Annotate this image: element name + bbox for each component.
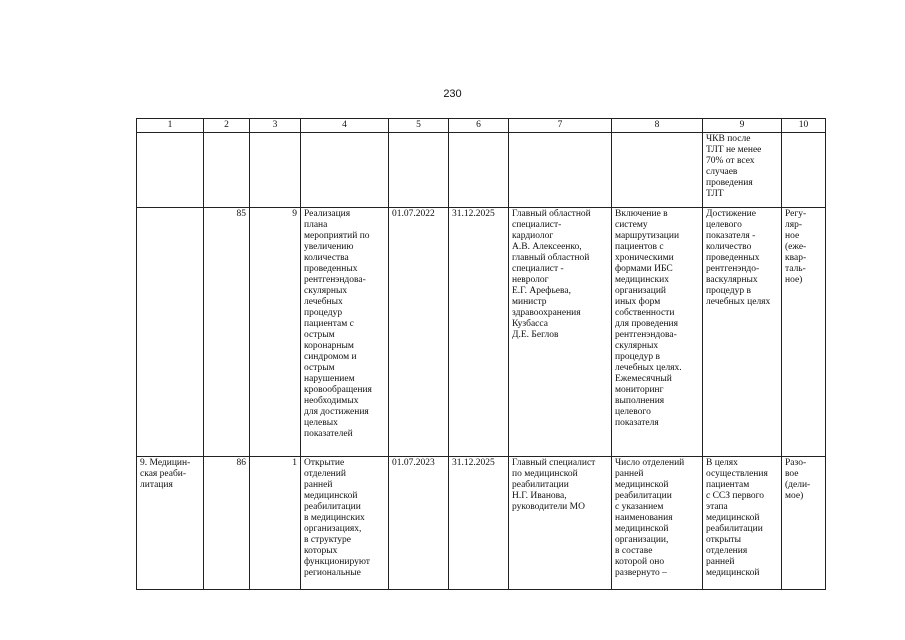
cell-number xyxy=(204,133,250,208)
cell-end-date: 31.12.2025 xyxy=(449,208,509,457)
cell-result: ЧКВ после ТЛТ не менее 70% от всех случаев проведения ТЛТ xyxy=(703,133,782,208)
cell-subnumber: 9 xyxy=(250,208,301,457)
cell-end-date: 31.12.2025 xyxy=(449,457,509,590)
col-header-5: 5 xyxy=(389,119,449,133)
col-header-2: 2 xyxy=(204,119,250,133)
cell-section xyxy=(137,133,204,208)
col-header-6: 6 xyxy=(449,119,509,133)
cell-start-date xyxy=(389,133,449,208)
cell-responsible: Главный специалист по медицинской реабилитации Н.Г. Иванова, руководители МО xyxy=(509,457,612,590)
cell-regularity xyxy=(782,133,826,208)
cell-measure xyxy=(301,133,389,208)
col-header-7: 7 xyxy=(509,119,612,133)
cell-result: В целях осуществления пациентам с ССЗ первого этапа медицинской реабилитации открыты отделения ранней медицинской xyxy=(703,457,782,590)
cell-number: 86 xyxy=(204,457,250,590)
cell-characteristic: Число отделений ранней медицинской реабилитации с указанием наименования медицинской организации, в составе которой оно развернуто – xyxy=(612,457,703,590)
cell-responsible: Главный областной специалист- кардиолог А.В. Алексеенко, главный областной специалист - невролог Е.Г. Арефьева, министр здравоохранения Кузбасса Д.Е. Беглов xyxy=(509,208,612,457)
cell-start-date: 01.07.2023 xyxy=(389,457,449,590)
measures-table xyxy=(136,118,826,590)
cell-regularity: Разо- вое (дели- мое) xyxy=(782,457,826,590)
cell-responsible xyxy=(509,133,612,208)
col-header-1: 1 xyxy=(137,119,204,133)
cell-subnumber: 1 xyxy=(250,457,301,590)
col-header-4: 4 xyxy=(301,119,389,133)
cell-characteristic: Включение в систему маршрутизации пациентов с хроническими формами ИБС медицинских организаций иных форм собственности для проведения рентгенэндова- скулярных процедур в лечебных целях. Ежемесячный мониторинг выполнения целевого показателя xyxy=(612,208,703,457)
cell-measure: Реализация плана мероприятий по увеличению количества проведенных рентгенэндова- скулярных лечебных процедур пациентам с острым коронарным синдромом и острым нарушением кровообращения необходимых для достижения целевых показателей xyxy=(301,208,389,457)
cell-subnumber xyxy=(250,133,301,208)
cell-measure: Открытие отделений ранней медицинской реабилитации в медицинских организациях, в структуре которых функционируют региональные xyxy=(301,457,389,590)
cell-start-date: 01.07.2022 xyxy=(389,208,449,457)
cell-section xyxy=(137,208,204,457)
col-header-3: 3 xyxy=(250,119,301,133)
table-row xyxy=(137,457,826,590)
page-number: 230 xyxy=(443,88,462,100)
cell-regularity: Регу- ляр- ное (еже- квар- таль- ное) xyxy=(782,208,826,457)
table-row xyxy=(137,208,826,457)
cell-number: 85 xyxy=(204,208,250,457)
cell-result: Достижение целевого показателя - количество проведенных рентгенэндо- васкулярных процедур в лечебных целях xyxy=(703,208,782,457)
cell-characteristic xyxy=(612,133,703,208)
header-row xyxy=(137,119,826,133)
cell-section: 9. Медицин- ская реаби- литация xyxy=(137,457,204,590)
table-row xyxy=(137,133,826,208)
col-header-8: 8 xyxy=(612,119,703,133)
col-header-10: 10 xyxy=(782,119,826,133)
col-header-9: 9 xyxy=(703,119,782,133)
cell-end-date xyxy=(449,133,509,208)
